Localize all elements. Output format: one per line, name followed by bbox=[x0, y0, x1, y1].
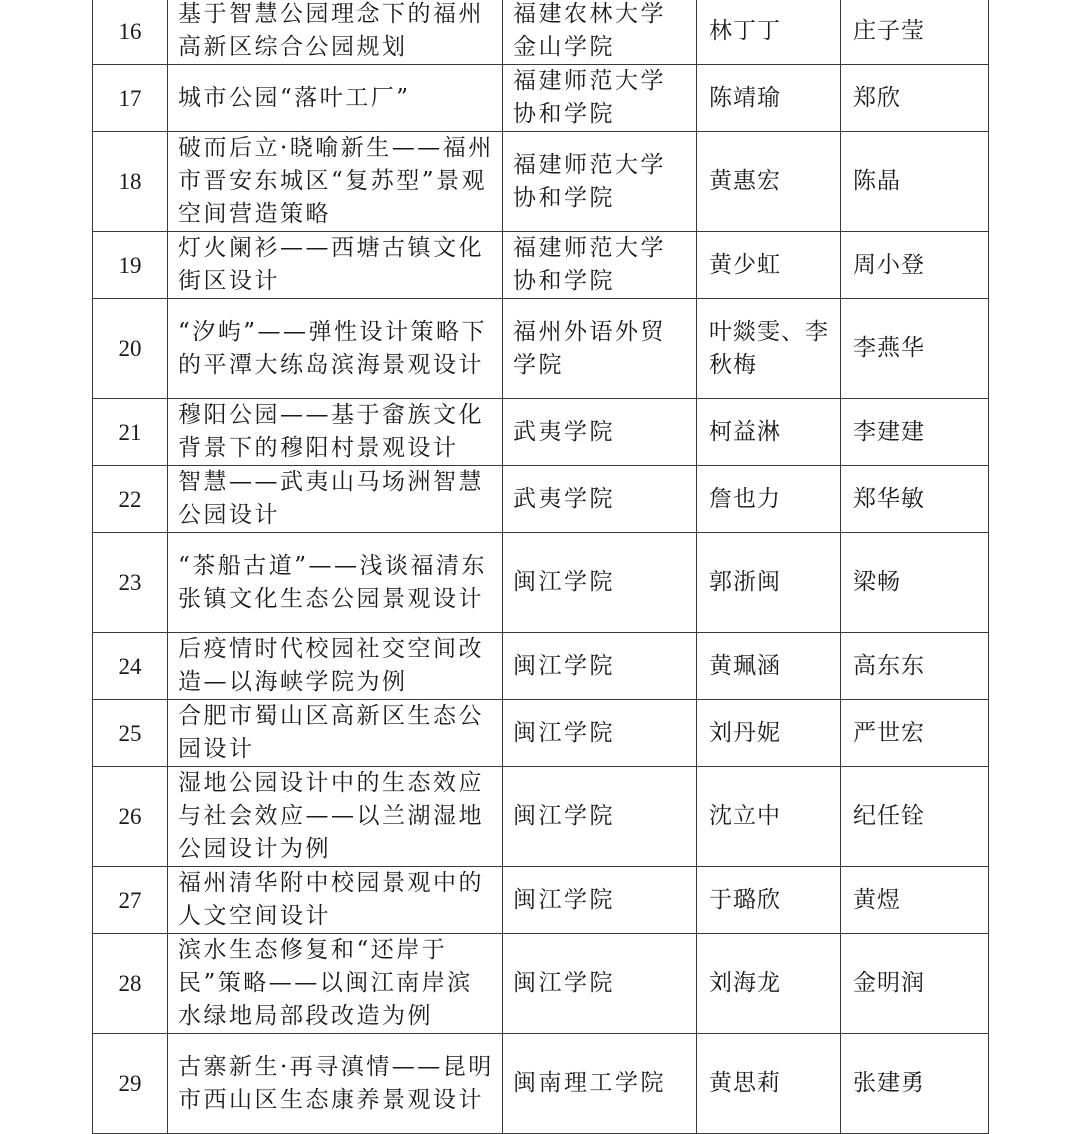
school-name: 福建师范大学协和学院 bbox=[503, 65, 697, 132]
school-name: 闽江学院 bbox=[503, 633, 697, 700]
row-number: 19 bbox=[93, 232, 168, 299]
project-title: 湿地公园设计中的生态效应与社会效应——以兰湖湿地公园设计为例 bbox=[168, 767, 503, 867]
table-row bbox=[93, 533, 989, 633]
author-name: 陈靖瑜 bbox=[697, 65, 841, 132]
table-row bbox=[93, 867, 989, 934]
row-number: 29 bbox=[93, 1034, 168, 1134]
author-name: 刘海龙 bbox=[697, 934, 841, 1034]
row-number: 24 bbox=[93, 633, 168, 700]
author-name: 柯益淋 bbox=[697, 399, 841, 466]
row-number: 28 bbox=[93, 934, 168, 1034]
advisor-name: 周小登 bbox=[841, 232, 989, 299]
author-name: 郭浙闽 bbox=[697, 533, 841, 633]
author-name: 叶燚雯、李秋梅 bbox=[697, 299, 841, 399]
table-row bbox=[93, 132, 989, 232]
project-title: “汐屿”——弹性设计策略下的平潭大练岛滨海景观设计 bbox=[168, 299, 503, 399]
table-row bbox=[93, 232, 989, 299]
project-title: 基于智慧公园理念下的福州高新区综合公园规划 bbox=[168, 0, 503, 65]
table-row bbox=[93, 299, 989, 399]
advisor-name: 金明润 bbox=[841, 934, 989, 1034]
row-number: 25 bbox=[93, 700, 168, 767]
row-number: 22 bbox=[93, 466, 168, 533]
advisor-name: 高东东 bbox=[841, 633, 989, 700]
row-number: 17 bbox=[93, 65, 168, 132]
school-name: 闽南理工学院 bbox=[503, 1034, 697, 1134]
advisor-name: 李建建 bbox=[841, 399, 989, 466]
school-name: 闽江学院 bbox=[503, 533, 697, 633]
table-row bbox=[93, 466, 989, 533]
project-title: “茶船古道”——浅谈福清东张镇文化生态公园景观设计 bbox=[168, 533, 503, 633]
school-name: 福建师范大学协和学院 bbox=[503, 232, 697, 299]
advisor-name: 黄煜 bbox=[841, 867, 989, 934]
school-name: 福建农林大学金山学院 bbox=[503, 0, 697, 65]
author-name: 刘丹妮 bbox=[697, 700, 841, 767]
project-title: 城市公园“落叶工厂” bbox=[168, 65, 503, 132]
author-name: 林丁丁 bbox=[697, 0, 841, 65]
table-row bbox=[93, 65, 989, 132]
school-name: 闽江学院 bbox=[503, 867, 697, 934]
table-row bbox=[93, 1034, 989, 1134]
row-number: 16 bbox=[93, 0, 168, 65]
row-number: 18 bbox=[93, 132, 168, 232]
school-name: 福州外语外贸学院 bbox=[503, 299, 697, 399]
project-title: 破而后立·晓喻新生——福州市晋安东城区“复苏型”景观空间营造策略 bbox=[168, 132, 503, 232]
row-number: 20 bbox=[93, 299, 168, 399]
author-name: 黄思莉 bbox=[697, 1034, 841, 1134]
table-row bbox=[93, 0, 989, 65]
school-name: 闽江学院 bbox=[503, 767, 697, 867]
advisor-name: 严世宏 bbox=[841, 700, 989, 767]
author-name: 沈立中 bbox=[697, 767, 841, 867]
award-table bbox=[92, 0, 989, 1134]
project-title: 灯火阑衫——西塘古镇文化街区设计 bbox=[168, 232, 503, 299]
advisor-name: 梁畅 bbox=[841, 533, 989, 633]
table-row bbox=[93, 934, 989, 1034]
advisor-name: 陈晶 bbox=[841, 132, 989, 232]
table-row bbox=[93, 700, 989, 767]
row-number: 23 bbox=[93, 533, 168, 633]
author-name: 詹也力 bbox=[697, 466, 841, 533]
project-title: 古寨新生·再寻滇情——昆明市西山区生态康养景观设计 bbox=[168, 1034, 503, 1134]
school-name: 武夷学院 bbox=[503, 466, 697, 533]
author-name: 黄少虹 bbox=[697, 232, 841, 299]
award-list-page bbox=[92, 0, 988, 1134]
row-number: 21 bbox=[93, 399, 168, 466]
author-name: 黄惠宏 bbox=[697, 132, 841, 232]
project-title: 后疫情时代校园社交空间改造—以海峡学院为例 bbox=[168, 633, 503, 700]
school-name: 福建师范大学协和学院 bbox=[503, 132, 697, 232]
school-name: 闽江学院 bbox=[503, 700, 697, 767]
author-name: 黄珮涵 bbox=[697, 633, 841, 700]
school-name: 武夷学院 bbox=[503, 399, 697, 466]
school-name: 闽江学院 bbox=[503, 934, 697, 1034]
row-number: 27 bbox=[93, 867, 168, 934]
advisor-name: 李燕华 bbox=[841, 299, 989, 399]
advisor-name: 郑欣 bbox=[841, 65, 989, 132]
advisor-name: 庄子莹 bbox=[841, 0, 989, 65]
table-row bbox=[93, 399, 989, 466]
table-row bbox=[93, 767, 989, 867]
project-title: 合肥市蜀山区高新区生态公园设计 bbox=[168, 700, 503, 767]
advisor-name: 郑华敏 bbox=[841, 466, 989, 533]
project-title: 福州清华附中校园景观中的人文空间设计 bbox=[168, 867, 503, 934]
row-number: 26 bbox=[93, 767, 168, 867]
project-title: 智慧——武夷山马场洲智慧公园设计 bbox=[168, 466, 503, 533]
advisor-name: 纪任铨 bbox=[841, 767, 989, 867]
project-title: 穆阳公园——基于畲族文化背景下的穆阳村景观设计 bbox=[168, 399, 503, 466]
author-name: 于璐欣 bbox=[697, 867, 841, 934]
table-row bbox=[93, 633, 989, 700]
project-title: 滨水生态修复和“还岸于民”策略——以闽江南岸滨水绿地局部段改造为例 bbox=[168, 934, 503, 1034]
award-table-body bbox=[93, 0, 989, 1134]
advisor-name: 张建勇 bbox=[841, 1034, 989, 1134]
